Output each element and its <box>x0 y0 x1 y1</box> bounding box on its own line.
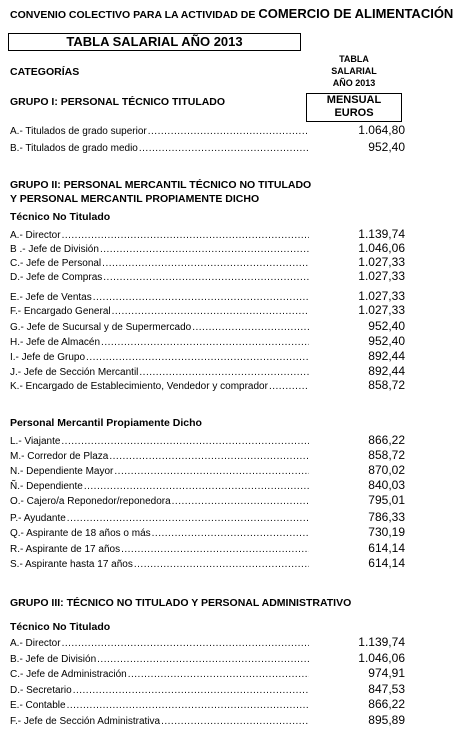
row-label: R.- Aspirante de 17 años <box>10 544 121 555</box>
row-label: K.- Encargado de Establecimiento, Vendedor y comprador <box>10 381 268 392</box>
group-2-title-line1: GRUPO II: PERSONAL MERCANTIL TÉCNICO NO TITULADO <box>10 179 312 191</box>
row-label: P.- Ayudante <box>10 513 66 524</box>
table-row <box>10 334 405 348</box>
categories-label: CATEGORÍAS <box>10 66 80 78</box>
row-value: 892,44 <box>368 364 405 378</box>
row-label: F.- Jefe de Sección Administrativa <box>10 716 161 727</box>
table-row <box>10 541 405 555</box>
row-label: A.- Director <box>10 638 61 649</box>
column-header-line2: SALARIAL <box>331 66 377 76</box>
row-value: 1.064,80 <box>358 123 405 137</box>
row-label: D.- Jefe de Compras <box>10 272 103 283</box>
group-1-title: GRUPO I: PERSONAL TÉCNICO TITULADO <box>10 96 226 108</box>
row-value: 952,40 <box>368 140 405 154</box>
group-2-subheading-mercantil: Personal Mercantil Propiamente Dicho <box>10 417 202 429</box>
table-row <box>10 651 405 665</box>
group-2-title-line2: Y PERSONAL MERCANTIL PROPIAMENTE DICHO <box>10 193 260 205</box>
table-row <box>10 255 405 269</box>
row-value: 866,22 <box>368 433 405 447</box>
row-value: 952,40 <box>368 334 405 348</box>
row-value: 1.027,33 <box>358 269 405 283</box>
row-value: 786,33 <box>368 510 405 524</box>
table-row <box>10 697 405 711</box>
row-label: A.- Director <box>10 230 61 241</box>
table-row <box>10 713 405 727</box>
row-label: B .- Jefe de División <box>10 244 99 255</box>
column-header <box>310 53 398 89</box>
row-value: 974,91 <box>368 666 405 680</box>
table-row <box>10 364 405 378</box>
table-row <box>10 289 405 303</box>
table-row <box>10 433 405 447</box>
table-row <box>10 378 405 392</box>
row-label: N.- Dependiente Mayor <box>10 466 114 477</box>
table-row <box>10 227 405 241</box>
group-2-subheading-tecnico: Técnico No Titulado <box>10 211 111 223</box>
table-row <box>10 269 405 283</box>
row-value: 870,02 <box>368 463 405 477</box>
table-row <box>10 682 405 696</box>
row-label: L.- Viajante <box>10 436 61 447</box>
document-title-prefix: CONVENIO COLECTIVO PARA LA ACTIVIDAD DE <box>10 9 256 21</box>
table-row <box>10 303 405 317</box>
table-row <box>10 140 405 154</box>
table-row <box>10 493 405 507</box>
row-value: 1.046,06 <box>358 241 405 255</box>
row-value: 847,53 <box>368 682 405 696</box>
row-label: O.- Cajero/a Reponedor/reponedora <box>10 496 171 507</box>
unit-box-line2: EUROS <box>334 106 374 119</box>
row-value: 1.027,33 <box>358 303 405 317</box>
row-value: 892,44 <box>368 349 405 363</box>
row-value: 858,72 <box>368 448 405 462</box>
row-label: E.- Jefe de Ventas <box>10 292 92 303</box>
row-value: 866,22 <box>368 697 405 711</box>
document-title-activity: COMERCIO DE ALIMENTACIÓN <box>258 6 454 21</box>
table-row <box>10 448 405 462</box>
unit-box <box>306 93 402 122</box>
column-header-line3: AÑO 2013 <box>332 78 376 88</box>
row-value: 795,01 <box>368 493 405 507</box>
group-3-title: GRUPO III: TÉCNICO NO TITULADO Y PERSONAL ADMINISTRATIVO <box>10 597 352 609</box>
table-row <box>10 525 405 539</box>
table-row <box>10 319 405 333</box>
row-label: C.- Jefe de Administración <box>10 669 127 680</box>
row-label: S.- Aspirante hasta 17 años <box>10 559 133 570</box>
row-label: M.- Corredor de Plaza <box>10 451 109 462</box>
row-value: 858,72 <box>368 378 405 392</box>
row-value: 952,40 <box>368 319 405 333</box>
group-3-subheading-tecnico: Técnico No Titulado <box>10 621 111 633</box>
row-label: F.- Encargado General <box>10 306 111 317</box>
row-value: 614,14 <box>368 541 405 555</box>
table-title: TABLA SALARIAL AÑO 2013 <box>8 33 301 51</box>
row-value: 614,14 <box>368 556 405 570</box>
row-label: D.- Secretario <box>10 685 72 696</box>
row-label: B.- Titulados de grado medio <box>10 143 138 154</box>
unit-box-line1: MENSUAL <box>326 94 382 106</box>
row-label: B.- Jefe de División <box>10 654 97 665</box>
table-row <box>10 666 405 680</box>
row-value: 730,19 <box>368 525 405 539</box>
row-label: J.- Jefe de Sección Mercantil <box>10 367 139 378</box>
row-label: E.- Contable <box>10 700 66 711</box>
row-label: Ñ.- Dependiente <box>10 481 83 492</box>
table-row <box>10 463 405 477</box>
row-label: G.- Jefe de Sucursal y de Supermercado <box>10 322 192 333</box>
column-header-line1: TABLA <box>339 54 369 64</box>
row-value: 1.046,06 <box>358 651 405 665</box>
table-row <box>10 123 405 137</box>
row-label: I.- Jefe de Grupo <box>10 352 86 363</box>
document-title <box>10 6 460 21</box>
table-row <box>10 241 405 255</box>
row-label: Q.- Aspirante de 18 años o más <box>10 528 151 539</box>
table-row <box>10 478 405 492</box>
row-label: H.- Jefe de Almacén <box>10 337 101 348</box>
row-label: A.- Titulados de grado superior <box>10 126 147 137</box>
table-row <box>10 510 405 524</box>
table-row <box>10 556 405 570</box>
row-value: 1.139,74 <box>358 227 405 241</box>
row-value: 1.139,74 <box>358 635 405 649</box>
group-2-title <box>10 178 311 206</box>
row-value: 1.027,33 <box>358 289 405 303</box>
table-row <box>10 635 405 649</box>
row-value: 840,03 <box>368 478 405 492</box>
row-value: 895,89 <box>368 713 405 727</box>
row-label: C.- Jefe de Personal <box>10 258 102 269</box>
table-row <box>10 349 405 363</box>
row-value: 1.027,33 <box>358 255 405 269</box>
